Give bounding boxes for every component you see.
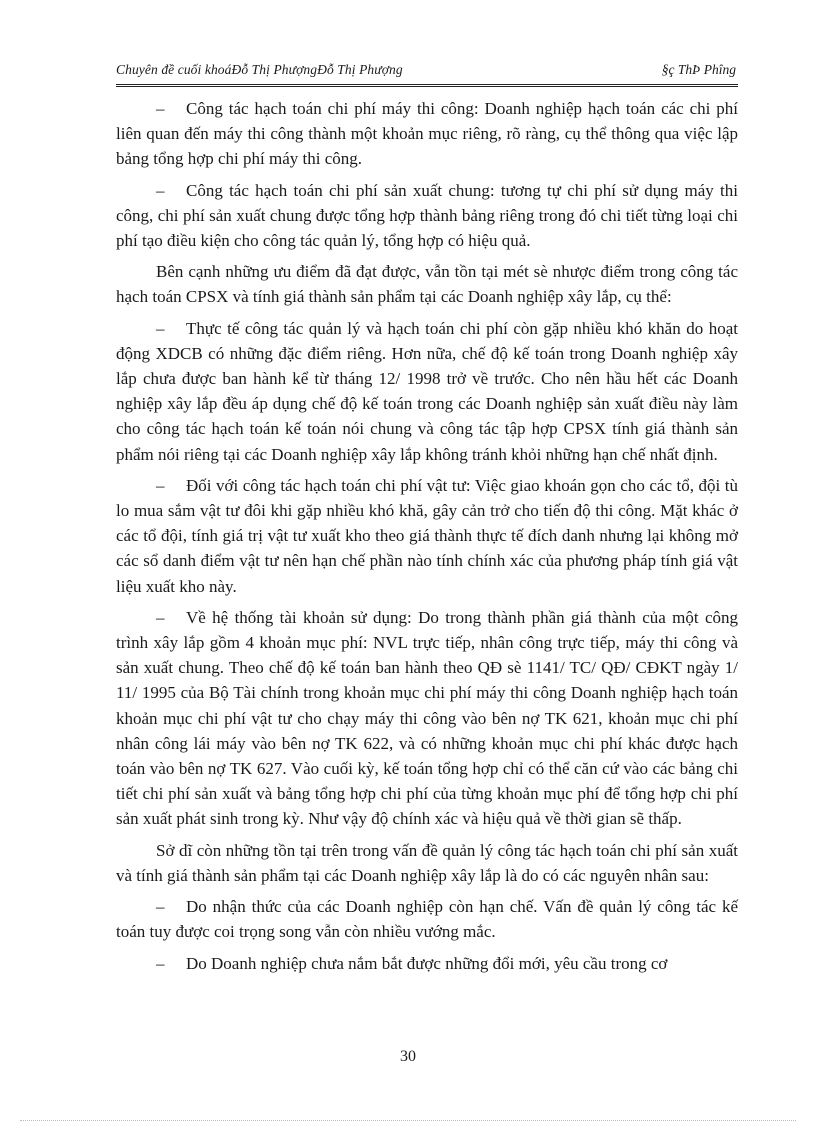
bullet-dash: – [156, 99, 165, 118]
bullet-dash: – [156, 607, 165, 627]
paragraph [116, 838, 738, 888]
paragraph [116, 259, 738, 309]
bullet-dash: – [156, 897, 165, 917]
paragraph [116, 605, 738, 832]
paragraph [116, 178, 738, 254]
paragraph-text: Bên cạnh những ưu điểm đã đạt được, vẫn tồn tại mét sè nhược điểm trong công tác hạch toán CPSX và tính giá thành sản phẩm tại các Doanh nghiệp xây lắp, cụ thể: [116, 262, 738, 307]
bullet-dash: – [156, 953, 165, 973]
paragraph-text: Sở dĩ còn những tồn tại trên trong vấn đề quản lý công tác hạch toán chi phí sản xuất và tính giá thành sản phẩm tại các Doanh nghiệp xây lắp là do có các nguyên nhân sau: [116, 840, 738, 885]
bullet-dash: – [156, 180, 165, 200]
page-header [116, 60, 738, 87]
paragraph [116, 951, 738, 976]
bullet-dash: – [156, 475, 165, 495]
paragraph-text: Về hệ thống tài khoản sử dụng: Do trong thành phần giá thành của một công trình xây lắp gồm 4 khoản mục phí: NVL trực tiếp, nhân công trực tiếp, máy thi công và sản xuất chung. Theo chế độ kế toán ban hành theo QĐ sè 1141/ TC/ QĐ/ CĐKT ngày 1/ 11/ 1995 của Bộ Tài chính trong khoản mục chi phí máy thi công Doanh nghiệp hạch toán khoản mục chi phí vật tư cho chạy máy thi công vào bên nợ TK 621, khoản mục chi phí nhân công lái máy vào bên nợ TK 622, và có những khoản mục chi phí khác được hạch toán vào bên nợ TK 627. Vào cuối kỳ, kế toán tổng hợp chỉ có thể căn cứ vào các bảng chi tiết chi phí sản xuất và bảng tổng hợp chi phí của từng khoản mục phí để tổng hợp chi phí sản xuất phát sinh trong kỳ. Như vậy độ chính xác và hiệu quả về thời gian sẽ thấp. [116, 607, 738, 829]
bullet-dash: – [156, 318, 165, 338]
paragraph [116, 473, 738, 599]
paragraph [116, 316, 738, 467]
page-number: 30 [400, 1048, 416, 1065]
paragraph-text: Thực tế công tác quản lý và hạch toán chi phí còn gặp nhiều khó khăn do hoạt động XDCB có những đặc điểm riêng. Hơn nữa, chế độ kế toán trong Doanh nghiệp xây lắp chưa được ban hành kể từ tháng 12/ 1998 trở về trước. Cho nên hầu hết các Doanh nghiệp xây lắp đều áp dụng chế độ kế toán trong các Doanh nghiệp sản xuất điều này làm cho công tác hạch toán kế toán nói chung và công tác tập hợp CPSX tính giá thành sản phẩm nói riêng tại các Doanh nghiệp xây lắp không tránh khỏi những hạn chế nhất định. [116, 318, 738, 464]
paragraph-text: Do Doanh nghiệp chưa nắm bắt được những đổi mới, yêu cầu trong cơ [186, 953, 668, 973]
paragraph [116, 894, 738, 944]
paragraph [116, 96, 738, 172]
paragraph-text: Công tác hạch toán chi phí sản xuất chung: tương tự chi phí sử dụng máy thi công, chi phí sản xuất chung được tổng hợp thành bảng riêng trong đó chi tiết từng loại chi phí tạo điều kiện cho công tác quản lý, tổng hợp có hiệu quả. [116, 180, 738, 251]
paragraph-text: Do nhận thức của các Doanh nghiệp còn hạn chế. Vấn đề quản lý công tác kế toán tuy được coi trọng song vẫn còn nhiều vướng mắc. [116, 897, 738, 942]
paragraph-text: Công tác hạch toán chi phí máy thi công: Doanh nghiệp hạch toán các chi phí liên quan đến máy thi công thành một khoản mục riêng, rõ ràng, cụ thể thông qua việc lập bảng tổng hợp chi phí máy thi công. [116, 99, 738, 169]
header-title: Chuyên đề cuối khoáĐỗ Thị PhượngĐỗ Thị Phượng [116, 62, 403, 77]
header-author: §ç ThÞ Phîng [661, 62, 736, 77]
document-body [116, 96, 738, 982]
paragraph-text: Đối với công tác hạch toán chi phí vật tư: Việc giao khoán gọn cho các tổ, đội tù lo mua sắm vật tư đôi khi gặp nhiều khó khă, gây cản trở cho tiến độ thi công. Mặt khác ở các tổ đội, tính giá trị vật tư xuất kho theo giá thành thực tế đích danh nhưng lại không mở các sổ danh điểm vật tư nên hạn chế phần nào tính chính xác của phương pháp tính giá vật liệu xuất kho này. [116, 475, 738, 596]
page-bottom-divider [20, 1120, 796, 1121]
